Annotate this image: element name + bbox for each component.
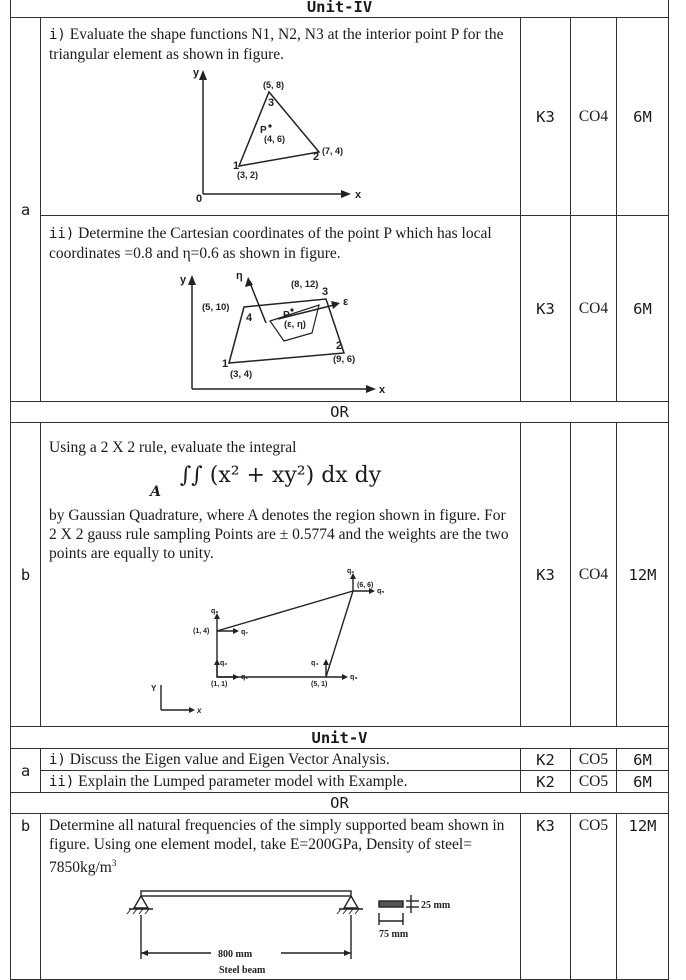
question-label-b: b: [11, 423, 41, 727]
question-number: i): [49, 27, 66, 43]
x-axis-label: x: [354, 189, 361, 201]
x-axis-label: x: [378, 384, 385, 396]
marks: 6M: [617, 18, 669, 216]
marks: 12M: [617, 814, 669, 980]
unit-4-heading: Unit-IV: [11, 0, 669, 18]
question-number: i): [49, 751, 66, 768]
dof-q4-label: q₄: [310, 660, 319, 667]
bloom-level: K2: [521, 749, 571, 771]
simply-supported-beam-figure: [101, 879, 461, 979]
bloom-level: K3: [521, 18, 571, 216]
y-axis-label: y: [179, 274, 186, 286]
marks: 12M: [617, 423, 669, 727]
origin-label: 0: [195, 193, 202, 205]
bloom-level: K3: [521, 423, 571, 727]
dof-q8-label: q₈: [210, 608, 219, 615]
question-label-a: a: [11, 18, 41, 402]
section-depth-label: 25 mm: [420, 900, 450, 912]
node-1-label: 1: [232, 160, 239, 172]
question-label-b: b: [11, 814, 41, 980]
dof-q5-label: q₅: [376, 588, 384, 595]
marks: 6M: [617, 749, 669, 771]
node-4-coord: (5, 10): [201, 302, 229, 313]
question-label-a: a: [11, 749, 41, 793]
y-axis-label: Y: [150, 684, 156, 693]
question-4a-ii: [41, 216, 521, 402]
point-p-label: P: [259, 125, 267, 136]
question-4a-i: [41, 18, 521, 216]
dof-q3-label: q₃: [349, 674, 358, 681]
course-outcome: CO5: [571, 749, 617, 771]
question-5b: [41, 814, 521, 980]
question-text: Explain the Lumped parameter model with Example.: [78, 772, 408, 790]
triangle-element-figure: [181, 66, 381, 206]
bloom-level: K2: [521, 771, 571, 793]
node-3-coord: (5, 8): [262, 80, 284, 90]
question-text: by Gaussian Quadrature, where A denotes the region shown in figure. For 2 X 2 gauss rule sampling Points are ± 0.5774 and the weights are the two points are equally to unity.: [49, 507, 509, 562]
dof-q2-label: q₂: [219, 660, 227, 667]
node-1-coord: (3, 4): [229, 369, 252, 380]
section-width-label: 75 mm: [378, 929, 408, 941]
bloom-level: K3: [521, 814, 571, 980]
question-number: ii): [49, 226, 75, 242]
dof-q1-label: q₁: [240, 674, 248, 681]
node-2-label: 2: [312, 151, 319, 163]
or-divider: OR: [11, 402, 669, 423]
node-2-coord: (9, 6): [332, 354, 355, 365]
or-divider: OR: [11, 793, 669, 814]
node-2-label: 2: [335, 340, 342, 352]
course-outcome: CO4: [571, 216, 617, 402]
point-p-coord: (4, 6): [263, 134, 285, 144]
question-number: ii): [49, 773, 75, 790]
node-1-coord: (3, 2): [236, 170, 258, 180]
epsilon-axis-label: ε: [342, 296, 348, 308]
question-text-cont: =0.8 and η=0.6 as shown in figure.: [124, 245, 341, 262]
corner-4-coord: (1, 4): [192, 628, 209, 635]
course-outcome: CO4: [571, 423, 617, 727]
bloom-level: K3: [521, 216, 571, 402]
quadrilateral-region-figure: [121, 565, 441, 715]
beam-span-label: 800 mm: [217, 949, 252, 961]
course-outcome: CO5: [571, 814, 617, 980]
node-1-label: 1: [221, 358, 228, 370]
point-p-label: P: [282, 310, 290, 321]
node-3-label: 3: [321, 286, 328, 298]
course-outcome: CO4: [571, 18, 617, 216]
question-intro: Using a 2 X 2 rule, evaluate the integral: [49, 439, 297, 456]
corner-2-coord: (5, 1): [310, 681, 327, 688]
beam-caption: Steel beam: [218, 965, 265, 977]
integral-expression: ∫∫ (x² + xy²) dx dy: [179, 463, 382, 488]
node-3-label: 3: [267, 97, 274, 109]
question-4b: [41, 423, 521, 727]
corner-3-coord: (6, 6): [356, 582, 373, 589]
eta-axis-label: η: [235, 270, 243, 282]
question-text: Evaluate the shape functions N1, N2, N3 at the interior point P for the triangular element as shown in figure.: [49, 26, 504, 63]
y-axis-label: y: [192, 67, 199, 79]
question-5a-ii: [41, 771, 521, 793]
unit-5-heading: Unit-V: [11, 727, 669, 749]
integral-region-label: A: [150, 484, 161, 500]
marks: 6M: [617, 216, 669, 402]
question-table: [10, 0, 669, 980]
course-outcome: CO5: [571, 771, 617, 793]
quad-element-figure: [166, 265, 396, 397]
dof-q6-label: q₆: [346, 568, 354, 575]
question-text: Discuss the Eigen value and Eigen Vector Analysis.: [69, 750, 390, 768]
corner-1-coord: (1, 1): [210, 681, 227, 688]
unit-superscript: 3: [111, 858, 117, 868]
integral-equation: [41, 463, 520, 500]
question-5a-i: [41, 749, 521, 771]
node-4-label: 4: [245, 312, 252, 324]
marks: 6M: [617, 771, 669, 793]
x-axis-label: x: [196, 706, 201, 715]
point-p-coord: (ε, η): [283, 319, 306, 330]
dof-q7-label: q₇: [240, 629, 248, 636]
node-3-coord: (8, 12): [290, 279, 318, 290]
question-text: Determine the Cartesian coordinates of the point P which has local coordinates: [49, 225, 492, 262]
node-2-coord: (7, 4): [321, 146, 343, 156]
question-text: Determine all natural frequencies of the simply supported beam shown in figure. Using one element model, take E=200GPa, Density of steel= 7850kg/m: [49, 817, 505, 877]
